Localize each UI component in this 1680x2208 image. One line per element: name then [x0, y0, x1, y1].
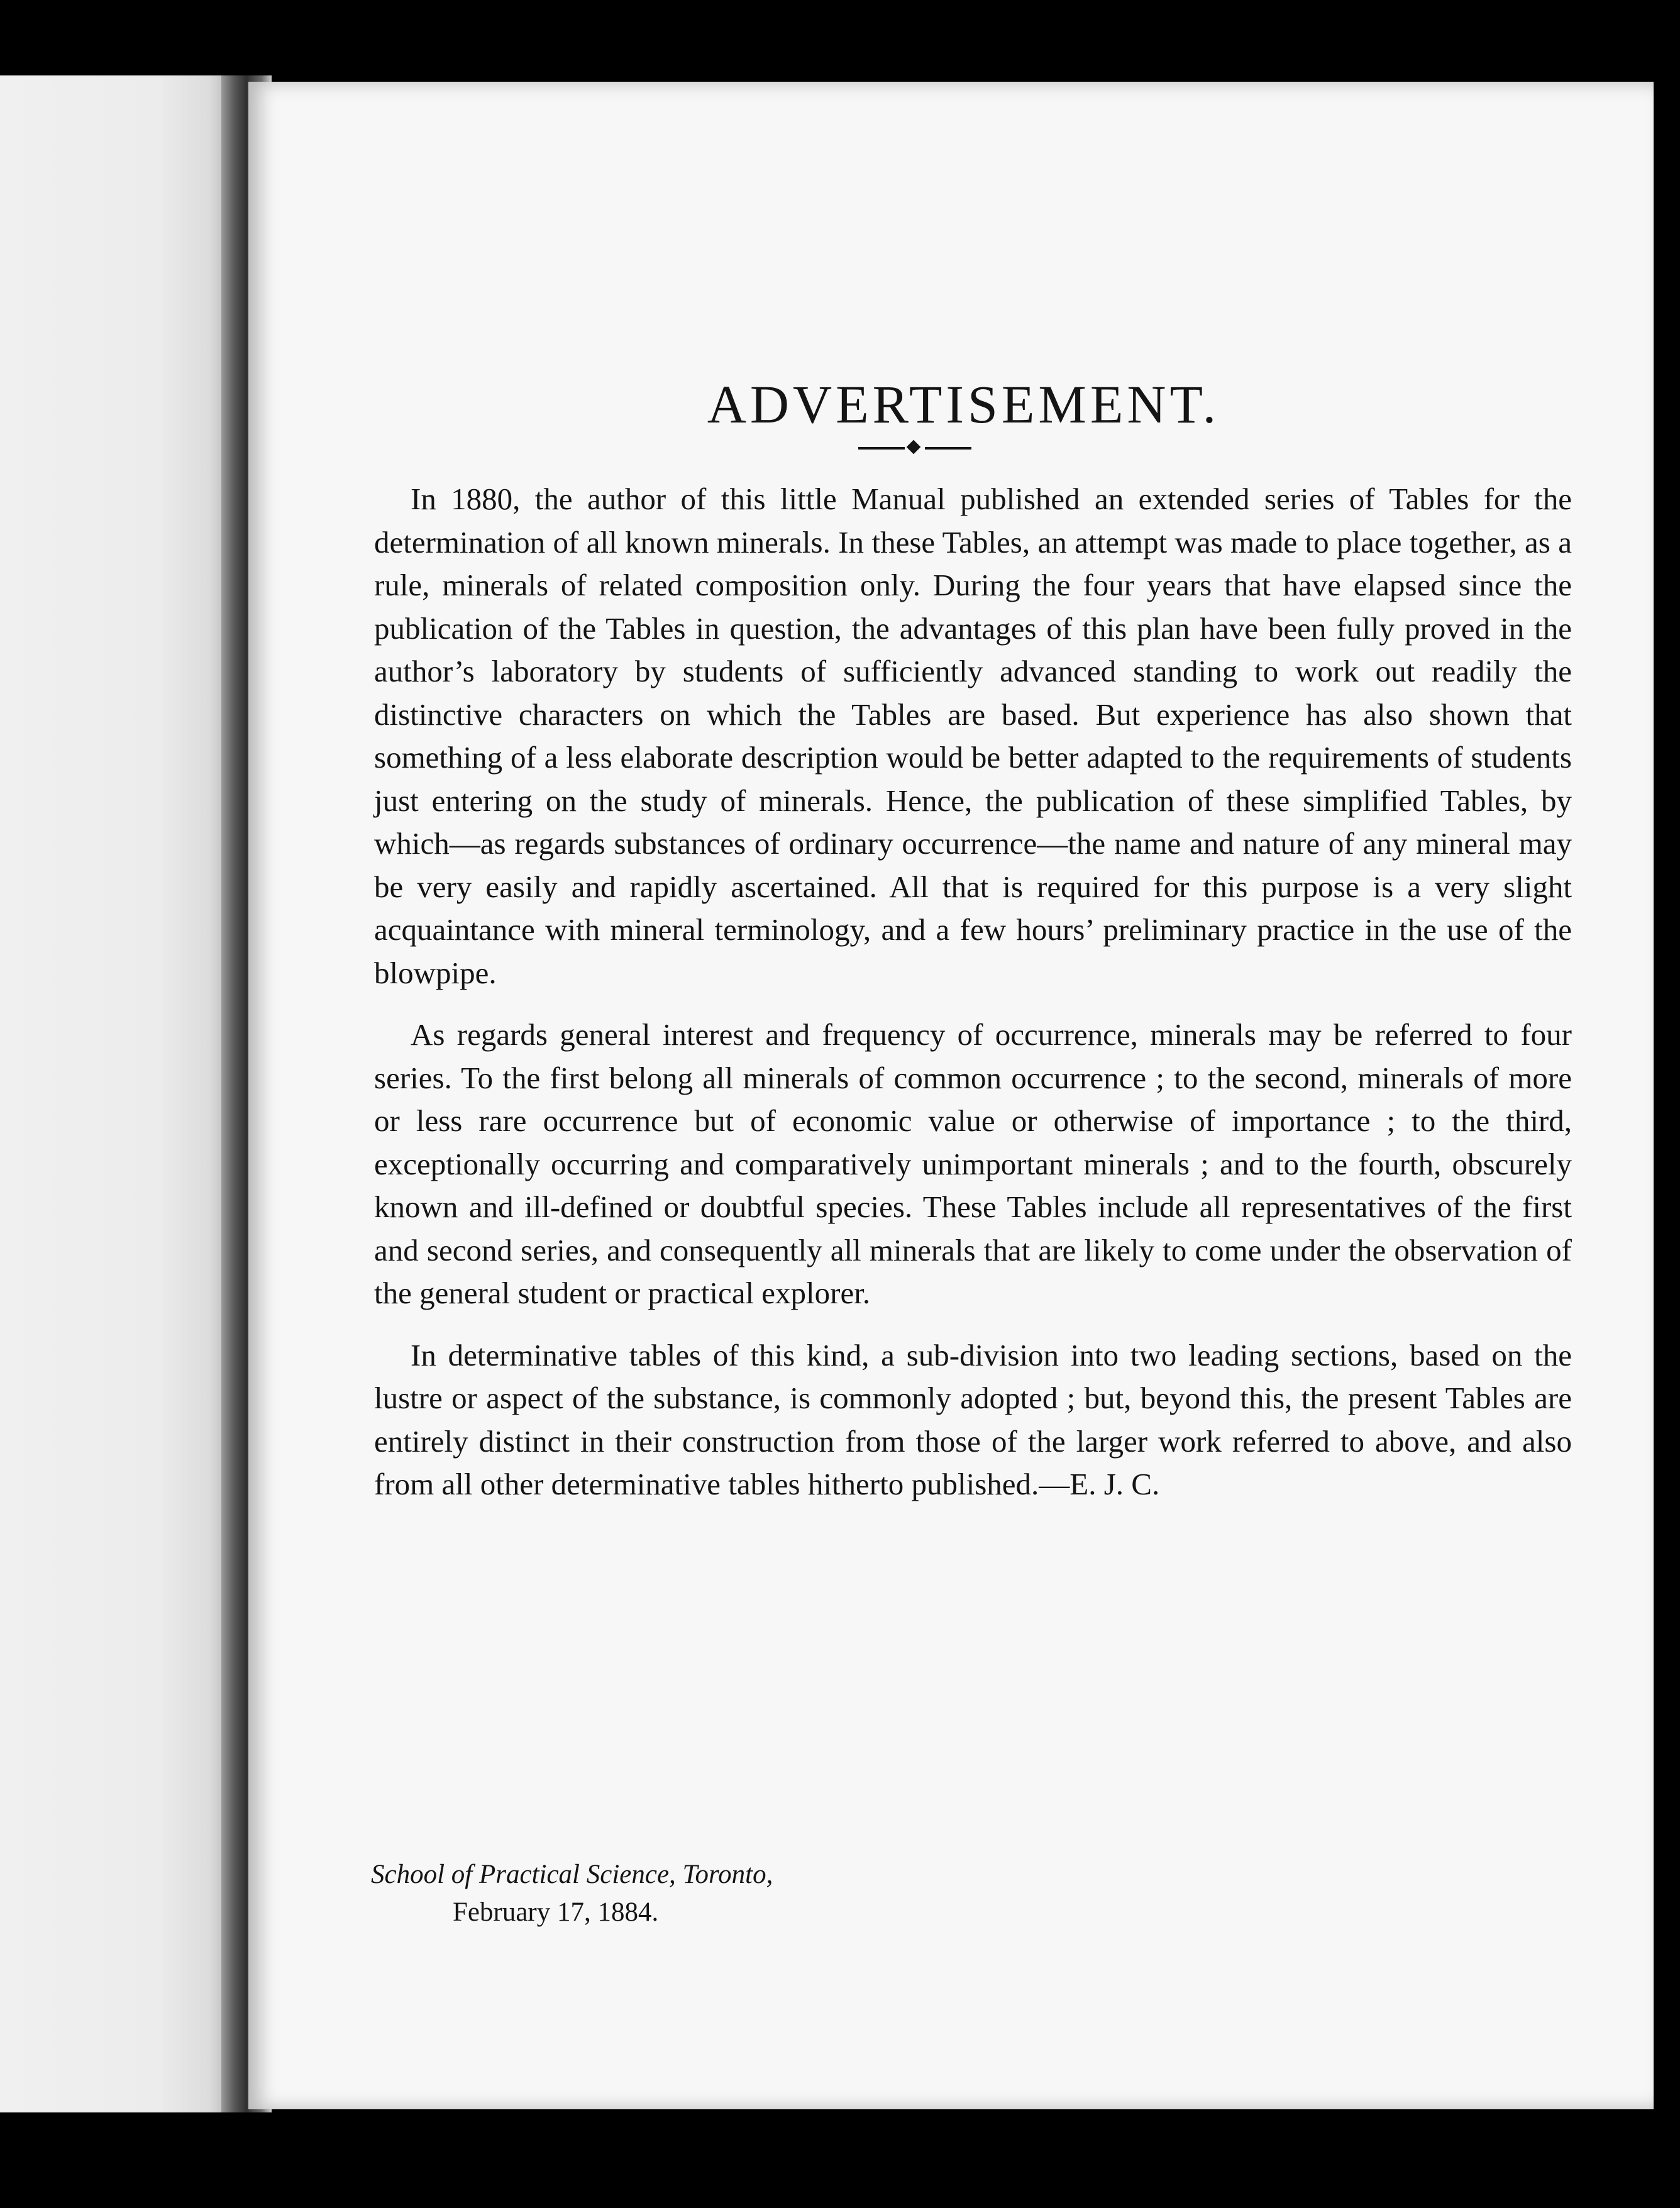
signoff-date: February 17, 1884.	[453, 1897, 659, 1927]
ornament-rule-left	[858, 447, 905, 450]
paragraph-3: In determinative tables of this kind, a sub-division into two leading sections, based on the lustre or aspect of the substance, is commonly adopted ; but, beyond this, the present Tables are entirely distinct in their construction from those of the larger work referred to above, and also from all other determinative tables hitherto published.—E. J. C.	[374, 1337, 1572, 1501]
facing-page	[0, 75, 228, 2112]
signoff	[371, 1856, 773, 1931]
signoff-place: School of Practical Science, Toronto,	[371, 1860, 773, 1889]
paragraph-2: As regards general interest and frequency of occurrence, minerals may be referred to four series. To the first belong all minerals of common occurrence ; to the second, minerals of more or less rare occurrence but of economic value or otherwise of importance ; to the third, exceptionally occurring and comparatively unimportant minerals ; and to the fourth, obscurely known and ill-defined or doubtful species. These Tables include all representatives of the first and second series, and consequently all minerals that are likely to come under the observation of the general student or practical explorer.	[374, 1017, 1572, 1310]
title-ornament	[858, 442, 971, 455]
page-title: ADVERTISEMENT.	[707, 373, 1220, 434]
diamond-icon	[907, 440, 921, 455]
paragraph-1: In 1880, the author of this little Manual published an extended series of Tables for the determination of all known minerals. In these Tables, an attempt was made to place together, as a rule, minerals of related composition only. During the four years that have elapsed since the publication of the Tables in question, the advantages of this plan have been fully proved in the author’s laboratory by students of sufficiently advanced standing to work out readily the distinctive characters on which the Tables are based. But experience has also shown that something of a less elaborate description would be better adapted to the requirements of students just entering on the study of minerals. Hence, the publication of these simplified Tables, by which—as regards substances of ordinary occurrence—the name and nature of any mineral may be very easily and rapidly ascertained. All that is required for this purpose is a very slight acquaintance with mineral terminology, and a few hours’ preliminary practice in the use of the blowpipe.	[374, 482, 1572, 990]
book-page	[248, 82, 1654, 2109]
body-text	[374, 478, 1572, 1525]
ornament-rule-right	[925, 447, 971, 450]
